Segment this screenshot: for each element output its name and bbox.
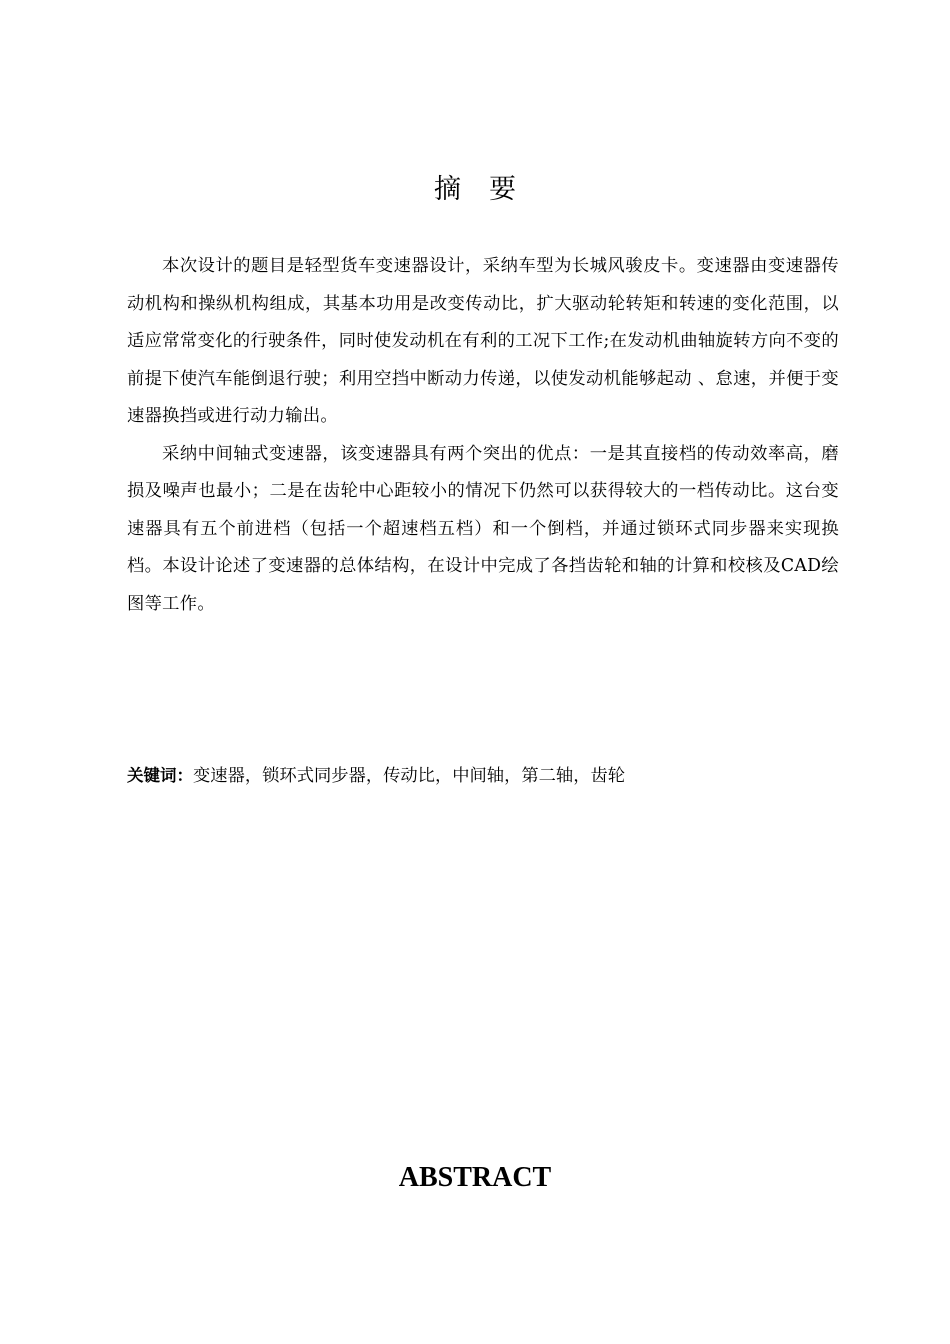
abstract-paragraph: 采纳中间轴式变速器，该变速器具有两个突出的优点：一是其直接档的传动效率高，磨损及噪声也最小；二是在齿轮中心距较小的情况下仍然可以获得较大的一档传动比。这台变速器具有五个前进档（包括一个超速档五档）和一个倒档，并通过锁环式同步器来实现换档。本设计论述了变速器的总体结构，在设计中完成了各挡齿轮和轴的计算和校核及CAD绘图等工作。 — [127, 443, 839, 614]
keywords-label: 关键词： — [127, 766, 193, 785]
english-abstract-title: ABSTRACT — [398, 1162, 552, 1193]
abstract-title: 摘要 — [434, 174, 544, 205]
keywords-value: 变速器，锁环式同步器，传动比，中间轴，第二轴，齿轮 — [193, 766, 626, 786]
keywords-line — [127, 757, 839, 796]
abstract-paragraph: 本次设计的题目是轻型货车变速器设计，采纳车型为长城风骏皮卡。变速器由变速器传动机构和操纵机构组成，其基本功用是改变传动比，扩大驱动轮转矩和转速的变化范围，以适应常常变化的行驶条件，同时使发动机在有利的工况下工作;在发动机曲轴旋转方向不变的前提下使汽车能倒退行驶；利用空挡中断动力传递，以使发动机能够起动 、怠速，并便于变速器换挡或进行动力输出。 — [127, 256, 839, 426]
abstract-body — [127, 248, 839, 623]
